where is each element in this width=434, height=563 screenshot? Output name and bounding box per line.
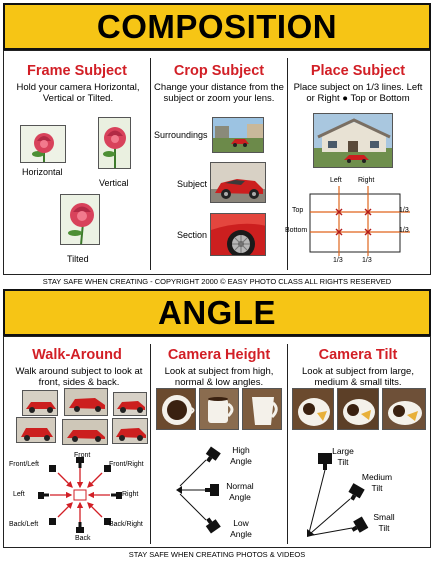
grid-frac-top: 1/3 [399, 207, 409, 214]
high-angle-label: High Angle [230, 445, 252, 466]
tilted-label: Tilted [67, 254, 89, 264]
grid-top-label: Top [292, 207, 304, 214]
walk-back-label: Back [75, 535, 91, 542]
grid-left-label: Left [330, 177, 342, 184]
rose-horizontal-photo [20, 125, 66, 163]
place-subject-title: Place Subject [310, 63, 406, 79]
car-back-photo [16, 417, 56, 443]
place-subject-desc: Place subject on 1/3 lines. Left or Right ● Top or Bottom [293, 82, 423, 104]
walk-left-label: Left [13, 491, 25, 498]
divider [150, 344, 151, 544]
walk-front-right-label: Front/Right [109, 461, 144, 468]
house-car-photo [313, 113, 393, 168]
composition-banner: COMPOSITION [3, 3, 431, 50]
car-surroundings-photo [212, 117, 264, 153]
medium-tilt-label: Medium Tilt [361, 472, 393, 493]
frame-subject-desc: Hold your camera Horizontal, Vertical or Tilted. [16, 82, 140, 104]
small-tilt-label: Small Tilt [373, 512, 395, 533]
tilt-large-photo [292, 388, 334, 430]
car-rear-photo [62, 419, 108, 445]
walk-around-title: Walk-Around [32, 347, 122, 363]
cup-high-angle-photo [156, 388, 196, 430]
vertical-label: Vertical [99, 178, 129, 188]
car-side-photo [113, 392, 147, 416]
grid-frac-right: 1/3 [362, 257, 372, 264]
angle-banner: ANGLE [3, 289, 431, 336]
walk-front-label: Front [74, 452, 91, 459]
crop-subject-desc: Change your distance from the subject or zoom your lens. [154, 82, 284, 104]
car-three-quarter-photo [112, 418, 148, 444]
camera-height-desc: Look at subject from high, normal & low angles. [164, 366, 274, 388]
walk-around-desc: Walk around subject to look at front, sides & back. [15, 366, 143, 388]
car-front-photo [22, 390, 58, 416]
divider [287, 58, 288, 270]
rose-tilted-photo [60, 194, 100, 245]
grid-frac-left: 1/3 [333, 257, 343, 264]
grid-bottom-label: Bottom [285, 227, 308, 234]
rose-vertical-photo [98, 117, 131, 169]
car-section-photo [210, 213, 266, 256]
walk-front-left-label: Front/Left [9, 461, 39, 468]
walk-back-right-label: Back/Right [109, 521, 143, 528]
grid-right-label: Right [358, 177, 375, 184]
camera-height-title: Camera Height [167, 347, 271, 363]
frame-subject-title: Frame Subject [27, 63, 127, 79]
divider [150, 58, 151, 270]
angle-footer: STAY SAFE WHEN CREATING PHOTOS & VIDEOS [128, 550, 306, 559]
camera-tilt-title: Camera Tilt [318, 347, 398, 363]
walk-right-label: Right [122, 491, 139, 498]
car-subject-photo [210, 162, 266, 203]
tilt-small-photo [382, 388, 426, 430]
car-top-photo [64, 388, 108, 416]
surroundings-label: Surroundings [154, 130, 208, 140]
large-tilt-label: Large Tilt [332, 446, 354, 467]
cup-normal-angle-photo [199, 388, 239, 430]
tilt-medium-photo [337, 388, 379, 430]
divider [287, 344, 288, 544]
walk-back-left-label: Back/Left [9, 521, 39, 528]
subject-label: Subject [177, 179, 208, 189]
composition-footer: STAY SAFE WHEN CREATING - COPYRIGHT 2000 © EASY PHOTO CLASS ALL RIGHTS RESERVED [42, 277, 392, 286]
grid-frac-bottom: 1/3 [399, 227, 409, 234]
horizontal-label: Horizontal [22, 167, 63, 177]
crop-subject-title: Crop Subject [173, 63, 265, 79]
section-label: Section [177, 230, 208, 240]
low-angle-label: Low Angle [230, 518, 252, 539]
normal-angle-label: Normal Angle [226, 481, 254, 502]
cup-low-angle-photo [242, 388, 282, 430]
camera-tilt-desc: Look at subject from large, medium & small tilts. [302, 366, 414, 388]
